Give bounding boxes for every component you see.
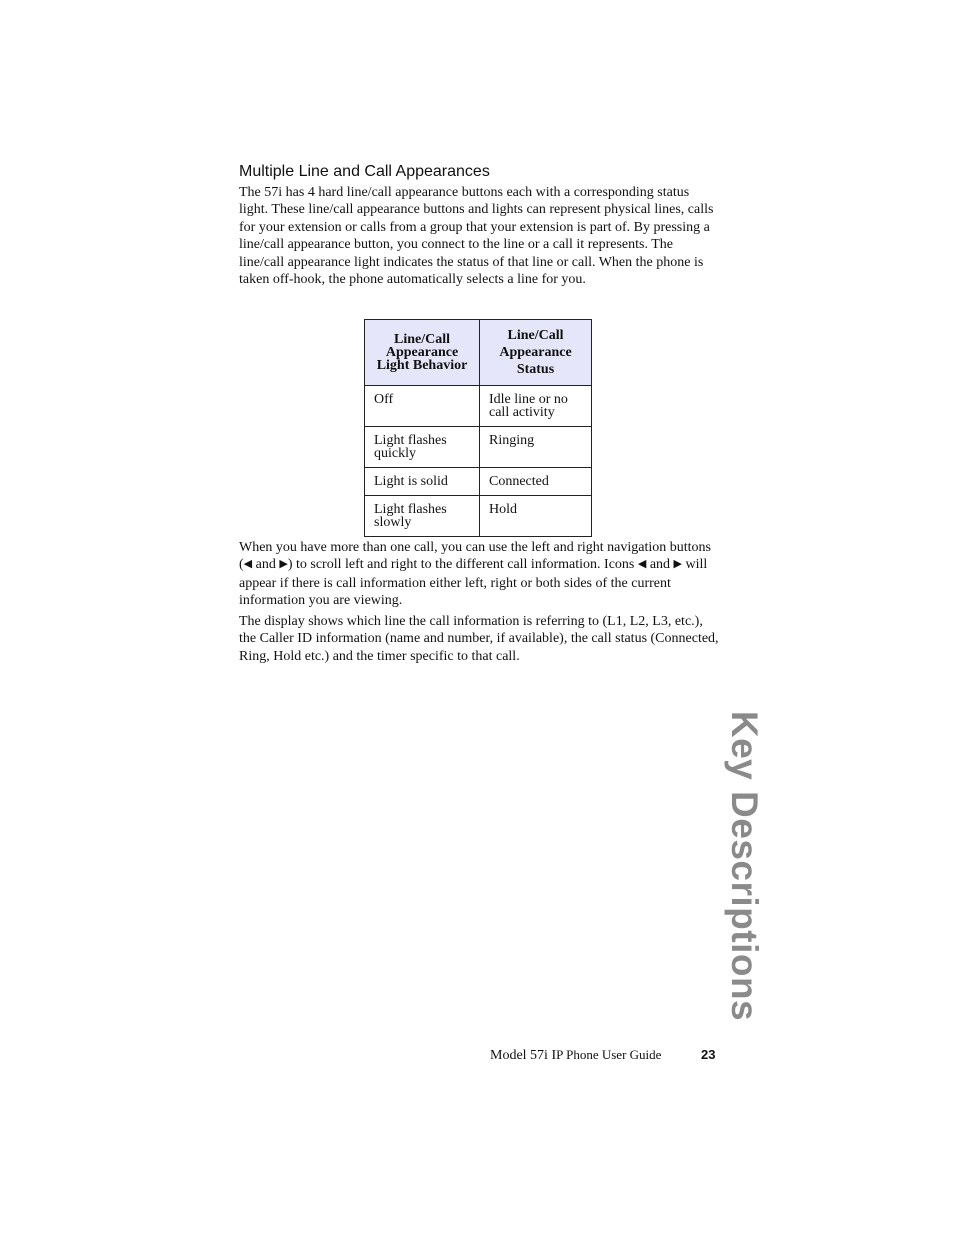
intro-paragraph: The 57i has 4 hard line/call appearance buttons each with a corresponding status light. These line/call appearance buttons and lights can represent physical lines, calls for your extension or calls from a group that your extension is part of. By pressing a line/call appearance button, you connect to the line or a call it represents. The line/call appearance light indicates the status of that line or call. When the phone is taken off-hook, the phone automatically selects a line for you. xyxy=(239,185,714,288)
nav-text-and-2: and xyxy=(646,557,674,573)
left-arrow-icon: ◀ xyxy=(637,558,647,571)
right-arrow-icon: ▶ xyxy=(673,558,683,571)
right-arrow-icon: ▶ xyxy=(279,558,288,571)
nav-text-1: When you have more than one call, you can use the left and right navigation buttons ( xyxy=(239,540,711,573)
header-light-behavior: Line/Call Appearance Light Behavior xyxy=(365,320,480,386)
table-header-row xyxy=(365,320,592,386)
nav-text-2: ) to scroll left and right to the different call information. Icons xyxy=(287,557,638,573)
left-arrow-icon: ◀ xyxy=(243,558,253,571)
table-row xyxy=(365,427,592,468)
chapter-side-tab xyxy=(722,710,766,1022)
table-row xyxy=(365,496,592,537)
table-row xyxy=(365,468,592,496)
header-appearance-status: Line/Call Appearance Status xyxy=(480,320,592,386)
footer-guide-title: P Phone User Guide xyxy=(556,1047,662,1062)
page-footer xyxy=(490,1047,716,1064)
page-number: 23 xyxy=(701,1047,716,1062)
cell-status: Hold xyxy=(480,496,592,537)
navigation-paragraph xyxy=(239,539,719,610)
cell-behavior: Light flashes slowly xyxy=(365,496,480,537)
cell-behavior: Light is solid xyxy=(365,468,480,496)
cell-status: Ringing xyxy=(480,427,592,468)
footer-model: Model 57i I xyxy=(490,1048,557,1063)
cell-status: Connected xyxy=(480,468,592,496)
chapter-side-tab-label: Key Descriptions xyxy=(724,710,765,1022)
line-status-table xyxy=(364,319,592,537)
section-heading: Multiple Line and Call Appearances xyxy=(239,163,490,180)
cell-status: Idle line or no call activity xyxy=(480,386,592,427)
nav-text-and-1: and xyxy=(252,557,280,573)
cell-behavior: Light flashes quickly xyxy=(365,427,480,468)
table-row xyxy=(365,386,592,427)
display-paragraph: The display shows which line the call information is referring to (L1, L2, L3, etc.), the Caller ID information (name and number, if available), the call status (Connected, Ring, Hold etc.) and the timer specific to that call. xyxy=(239,614,719,664)
cell-behavior: Off xyxy=(365,386,480,427)
nav-text-3: will appear if there is call information either left, right or both sides of the current information you are viewing. xyxy=(239,557,708,609)
